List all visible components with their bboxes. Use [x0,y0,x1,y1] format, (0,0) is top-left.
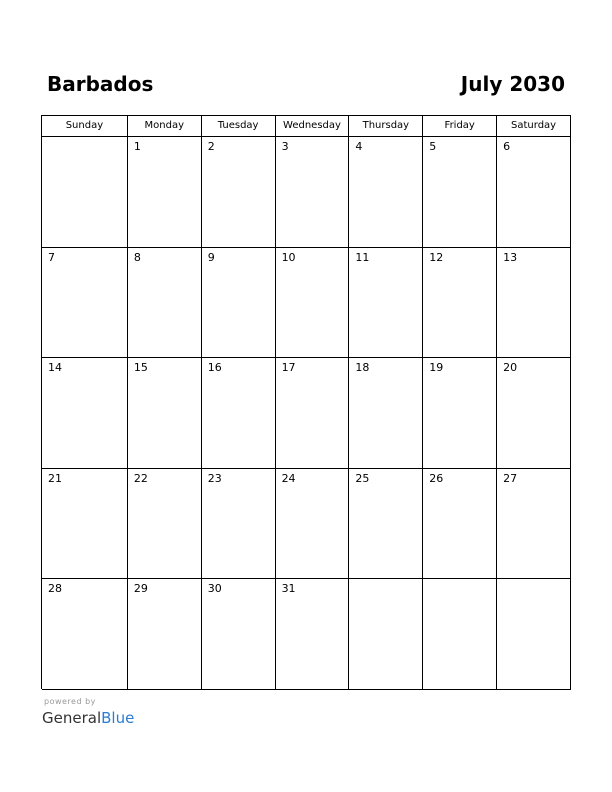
day-number: 23 [207,471,222,485]
day-cell [497,137,571,248]
week-row-3 [42,358,571,469]
weekday-saturday: Saturday [497,116,571,137]
day-cell [276,358,350,469]
day-number: 5 [429,140,437,153]
day-number: 4 [355,140,363,153]
powered-by-label: powered by [44,697,96,706]
day-cell [128,579,202,690]
day-cell [349,248,423,359]
day-number: 31 [281,582,296,596]
day-number: 13 [503,250,518,264]
day-cell [497,469,571,580]
day-cell [42,137,128,248]
day-number: 26 [429,471,444,485]
day-cell [349,358,423,469]
day-cell [202,469,276,580]
day-cell [128,358,202,469]
weekday-tuesday: Tuesday [202,116,276,137]
day-cell [202,579,276,690]
day-number: 20 [503,361,518,375]
day-number: 11 [355,250,370,264]
day-number: 9 [207,250,215,264]
day-cell [42,248,128,359]
day-number: 27 [503,471,518,485]
day-number: 6 [503,140,511,153]
day-cell [276,469,350,580]
week-row-5 [42,579,571,690]
day-cell [42,579,128,690]
day-number: 12 [429,250,444,264]
weekday-thursday: Thursday [349,116,423,137]
weekday-sunday: Sunday [42,116,128,137]
day-number: 30 [207,582,222,596]
day-number: 10 [281,250,296,264]
weekday-header-row [42,116,571,137]
day-cell [42,469,128,580]
calendar-grid [41,115,571,689]
day-number: 15 [133,361,148,375]
day-cell [276,137,350,248]
day-cell [497,579,571,690]
day-number: 25 [355,471,370,485]
day-cell [423,248,497,359]
day-cell [276,248,350,359]
day-cell [423,358,497,469]
day-number: 3 [281,140,289,153]
weekday-friday: Friday [423,116,497,137]
week-row-4 [42,469,571,580]
weekday-monday: Monday [128,116,202,137]
day-number: 22 [133,471,148,485]
day-number: 1 [133,140,141,153]
month-year-title: July 2030 [460,72,565,96]
day-number: 19 [429,361,444,375]
day-number: 18 [355,361,370,375]
day-cell [349,469,423,580]
brand-name-general: General [42,709,102,727]
day-cell [423,137,497,248]
day-cell [423,579,497,690]
day-cell [202,248,276,359]
day-cell [276,579,350,690]
brand-logo[interactable] [42,708,134,728]
day-cell [497,358,571,469]
day-number: 29 [133,582,148,596]
day-number: 28 [48,582,62,596]
day-number: 7 [48,250,55,264]
brand-name-blue: Blue [101,709,135,727]
day-number: 2 [207,140,215,153]
day-number: 24 [281,471,296,485]
day-number: 14 [48,361,62,375]
day-number: 8 [133,250,141,264]
day-number: 21 [48,471,62,485]
day-cell [349,579,423,690]
day-cell [423,469,497,580]
day-number: 17 [281,361,296,375]
day-cell [128,469,202,580]
day-cell [349,137,423,248]
week-row-1 [42,137,571,248]
day-cell [202,137,276,248]
week-row-2 [42,248,571,359]
day-cell [497,248,571,359]
day-number: 16 [207,361,222,375]
day-cell [42,358,128,469]
day-cell [128,137,202,248]
day-cell [128,248,202,359]
country-title: Barbados [47,72,154,96]
day-cell [202,358,276,469]
weekday-wednesday: Wednesday [276,116,350,137]
